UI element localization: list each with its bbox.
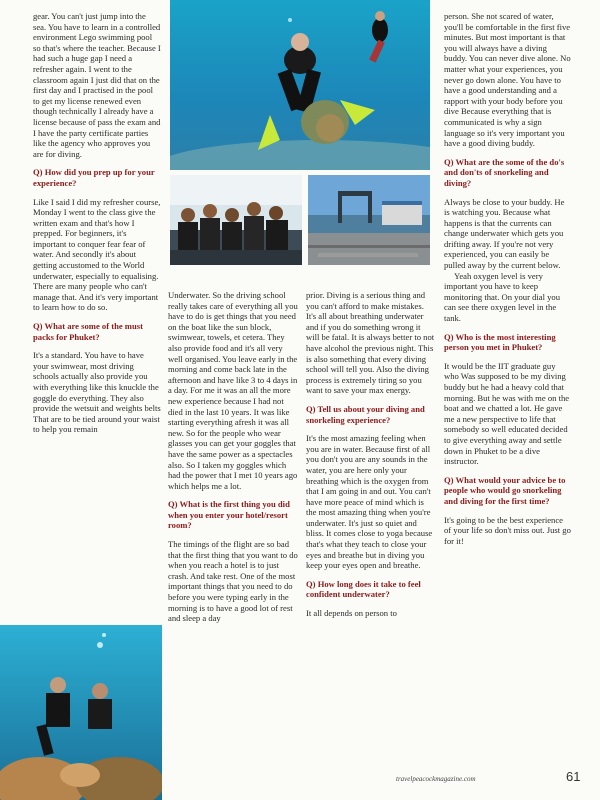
answer-paragraph: It all depends on person to [306,608,397,619]
question-heading: Q) How long does it take to feel confident underwater? [306,578,421,600]
column-4 [444,11,572,554]
answer-paragraph: It's the most amazing feeling when you are in water. Because first of all you don't you are any sounds in the water, you are here only your breathing which is the oxygen from that I am going in and out. You can't have more peace of mind which is the most amazing thing when you're underwater. It's just so quiet and bliss. It comes close to yoga because that's what they teach to close your eyes and breathe but in diving you keep your eyes open and breathe. [306,433,433,571]
photo-group-divers [170,175,302,265]
answer-paragraph: Always be close to your buddy. He is watching you. Because what happens is that the currents can change underwater which gets you drifting away. If you're not very experienced, you can easily be pulled away by the current below. [444,196,565,271]
paragraph: Underwater. So the driving school really takes care of everything all you have to do is get things that you need on the boat like the sun block, swimwear, towels, et cetera. They also provide food and it's all very well organised. You leave early in the morning and come back late in the afternoon and have like 3 to 4 days in a day. For me it was an all the more new experience because I had not died in the last 10 years. It was like starting everything afresh it was all new. So for the people who wear glasses you can get your goggles that have the same power as a spectacles also. So I taken my goggles which had the power that I met 10 years ago which helps me a lot. [168,290,298,491]
question-heading: Q) Who is the most interesting person you met in Phuket? [444,331,556,353]
question-heading: Q) Tell us about your diving and snorkeling experience? [306,403,425,425]
column-3 [306,290,436,627]
question-heading: Q) What is the first thing you did when you enter your hotel/resort room? [168,499,290,531]
answer-paragraph: Like I said I did my refresher course, Monday I went to the class give the written exam and that's how I prepped. For beginners, it's important to conquer fear fear of water. And secondly it's about getting accustomed to the World underwater, especially to equalising. There are many people who can't manage that. And it's very important to learn how to do so. [33,196,161,313]
answer-paragraph: It would be the IIT graduate guy who Was supposed to be my diving buddy but he had a heavy cold that morning. But he was with me on the boat and we chatted a lot. He gave me a new perspective to life that somebody so well educated decided to give everything away and settle down in Phuket to be a dive instructor. [444,360,570,467]
photo-diver-coral [0,625,162,800]
question-heading: Q) What are the some of the do's and don'ts of snorkeling and diving? [444,156,565,188]
question-heading: Q) What would your advice be to people who would go snorkeling and diving for the first time? [444,474,566,506]
footer-website: travelpeacockmagazine.com [396,775,476,783]
column-2 [168,290,298,632]
answer-paragraph: It's going to be the best experience of your life so don't miss out. Just go for it! [444,514,571,546]
photo-harbour [308,175,430,265]
question-heading: Q) How did you prep up for your experience? [33,167,155,188]
answer-paragraph: It's a standard. You have to have your swimwear, most driving schools actually also provide you with everything like this knuckle the goggle do everything. They also provide the wetsuit and weights belts That are to be tied around your waist to help you remain [33,350,161,435]
photo-diver-seafloor [170,0,430,170]
paragraph: prior. Diving is a serious thing and you can't afford to make mistakes. It's all about breathing underwater and if you do something wrong it will be fatal. It is always better to not have alcohol the previous night. This is also something that every diving school will tell you. Also the diving process is extremely tiring so you want to save your max energy. [306,290,435,396]
answer-paragraph: Yeah oxygen level is very important you have to keep monitoring that. On your dial you can see there oxygen level in the tank. [444,270,561,324]
answer-paragraph: The timings of the flight are so bad that the first thing that you want to do when you reach a hotel is to just crash. And take rest. One of the most important things that you need to do before you were typing early in the morning is to have a good lot of rest and sleep a day [168,539,298,624]
paragraph: gear. You can't just jump into the sea. You have to learn in a controlled environment Lego swimming pool so that's where the teacher. Because I had such a huge gap I need a refresher again. I went to the classroom again I just did that on the first day and I practised in the pool to get my license renewed even though technically I already have a license because of pass the exam and I have the party certificate parties like the agency who approves you are for diving. [33,11,161,159]
paragraph: person. She not scared of water, you'll be comfortable in the first five minutes. But most important is that you will always have a diving buddy. You can never dive alone. No matter what your experiences, you never go down alone. You have to have a good understanding and a rapport with your body before you dive Because everything that is communicated is why a sign language so it's very important you have a good diving buddy. [444,11,571,149]
page-number: 61 [566,769,581,784]
column-1 [33,11,161,443]
question-heading: Q) What are some of the must packs for Phuket? [33,321,143,342]
